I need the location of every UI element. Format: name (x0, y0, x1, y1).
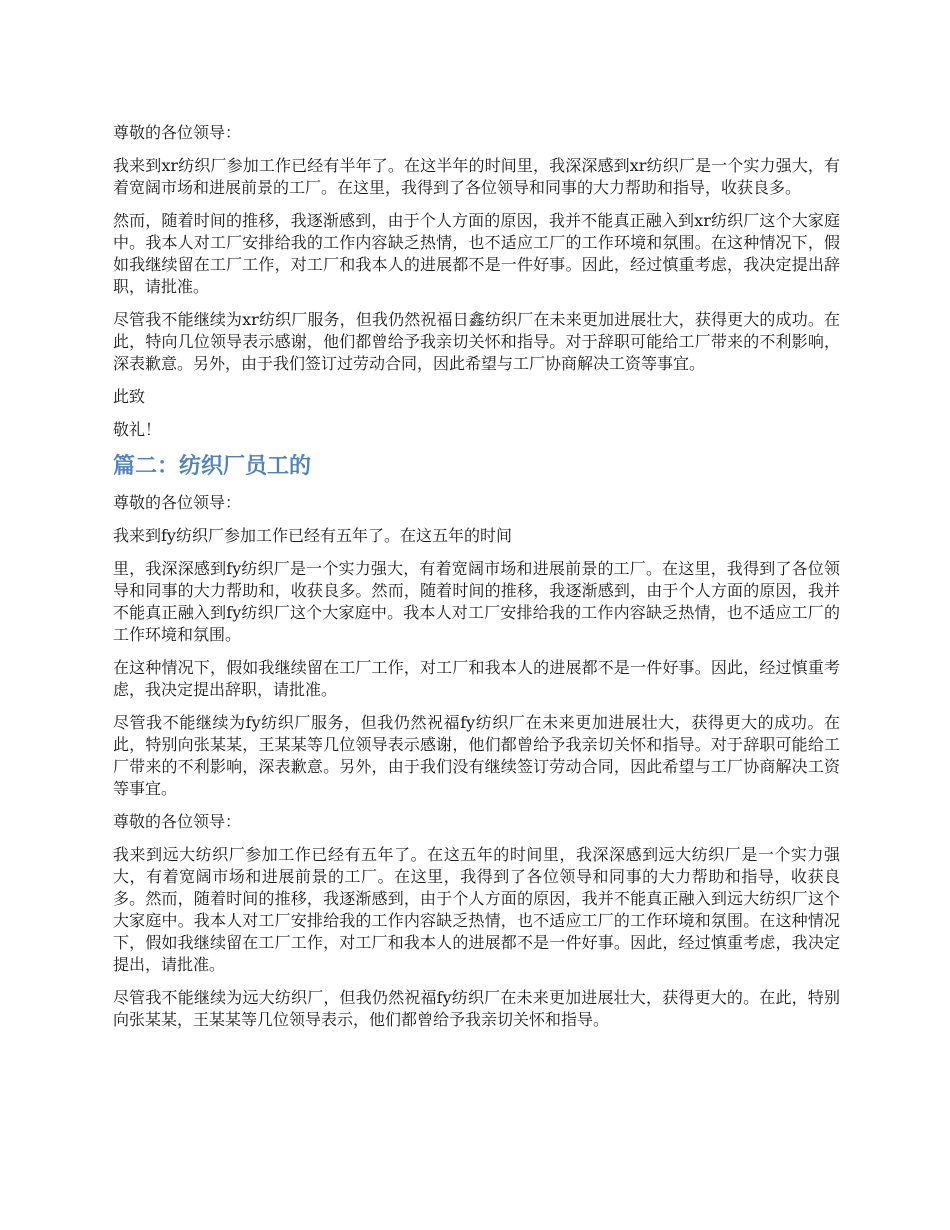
document-page (113, 122, 840, 1042)
paragraph: 我来到远大纺织厂参加工作已经有五年了。在这五年的时间里，我深深感到远大纺织厂是一个实力强大，有着宽阔市场和进展前景的工厂。在这里，我得到了各位领导和同事的大力帮助和指导，收获良多。然而，随着时间的推移，我逐渐感到，由于个人方面的原因，我并不能真正融入到远大纺织厂这个大家庭中。我本人对工厂安排给我的工作内容缺乏热情，也不适应工厂的工作环境和氛围。在这种情况下，假如我继续留在工厂工作，对工厂和我本人的进展都不是一件好事。因此，经过慎重考虑，我决定提出，请批准。 (113, 845, 840, 974)
paragraph: 然而，随着时间的推移，我逐渐感到，由于个人方面的原因，我并不能真正融入到xr纺织厂这个大家庭中。我本人对工厂安排给我的工作内容缺乏热情，也不适应工厂的工作环境和氛围。在这种情况下，假如我继续留在工厂工作，对工厂和我本人的进展都不是一件好事。因此，经过慎重考虑，我决定提出辞职，请批准。 (113, 211, 840, 296)
paragraph: 里，我深深感到fy纺织厂是一个实力强大，有着宽阔市场和进展前景的工厂。在这里，我得到了各位领导和同事的大力帮助和，收获良多。然而，随着时间的推移，我逐渐感到，由于个人方面的原因，我并不能真正融入到fy纺织厂这个大家庭中。我本人对工厂安排给我的工作内容缺乏热情，也不适应工厂的工作环境和氛围。 (113, 559, 840, 644)
closing-line: 此致 (113, 387, 146, 406)
greeting: 尊敬的各位领导： (113, 493, 242, 512)
greeting: 尊敬的各位领导： (113, 123, 242, 142)
paragraph: 在这种情况下，假如我继续留在工厂工作，对工厂和我本人的进展都不是一件好事。因此，经过慎重考虑，我决定提出辞职，请批准。 (113, 658, 840, 699)
paragraph: 我来到fy纺织厂参加工作已经有五年了。在这五年的时间 (113, 526, 512, 545)
paragraph: 我来到xr纺织厂参加工作已经有半年了。在这半年的时间里，我深深感到xr纺织厂是一个实力强大，有着宽阔市场和进展前景的工厂。在这里，我得到了各位领导和同事的大力帮助和指导，收获良多。 (113, 156, 840, 197)
section-heading: 篇二：纺织厂员工的 (113, 454, 312, 479)
greeting: 尊敬的各位领导： (113, 812, 242, 831)
paragraph: 尽管我不能继续为xr纺织厂服务，但我仍然祝福日鑫纺织厂在未来更加进展壮大，获得更大的成功。在此，特向几位领导表示感谢，他们都曾给予我亲切关怀和指导。对于辞职可能给工厂带来的不利影响，深表歉意。另外，由于我们签订过劳动合同，因此希望与工厂协商解决工资等事宜。 (113, 310, 840, 373)
paragraph: 尽管我不能继续为fy纺织厂服务，但我仍然祝福fy纺织厂在未来更加进展壮大，获得更大的成功。在此，特别向张某某，王某某等几位领导表示感谢，他们都曾给予我亲切关怀和指导。对于辞职可能给工厂带来的不利影响，深表歉意。另外，由于我们没有继续签订劳动合同，因此希望与工厂协商解决工资等事宜。 (113, 713, 840, 798)
paragraph: 尽管我不能继续为远大纺织厂，但我仍然祝福fy纺织厂在未来更加进展壮大，获得更大的。在此，特别向张某某，王某某等几位领导表示，他们都曾给予我亲切关怀和指导。 (113, 988, 840, 1029)
closing-line: 敬礼！ (113, 420, 162, 439)
